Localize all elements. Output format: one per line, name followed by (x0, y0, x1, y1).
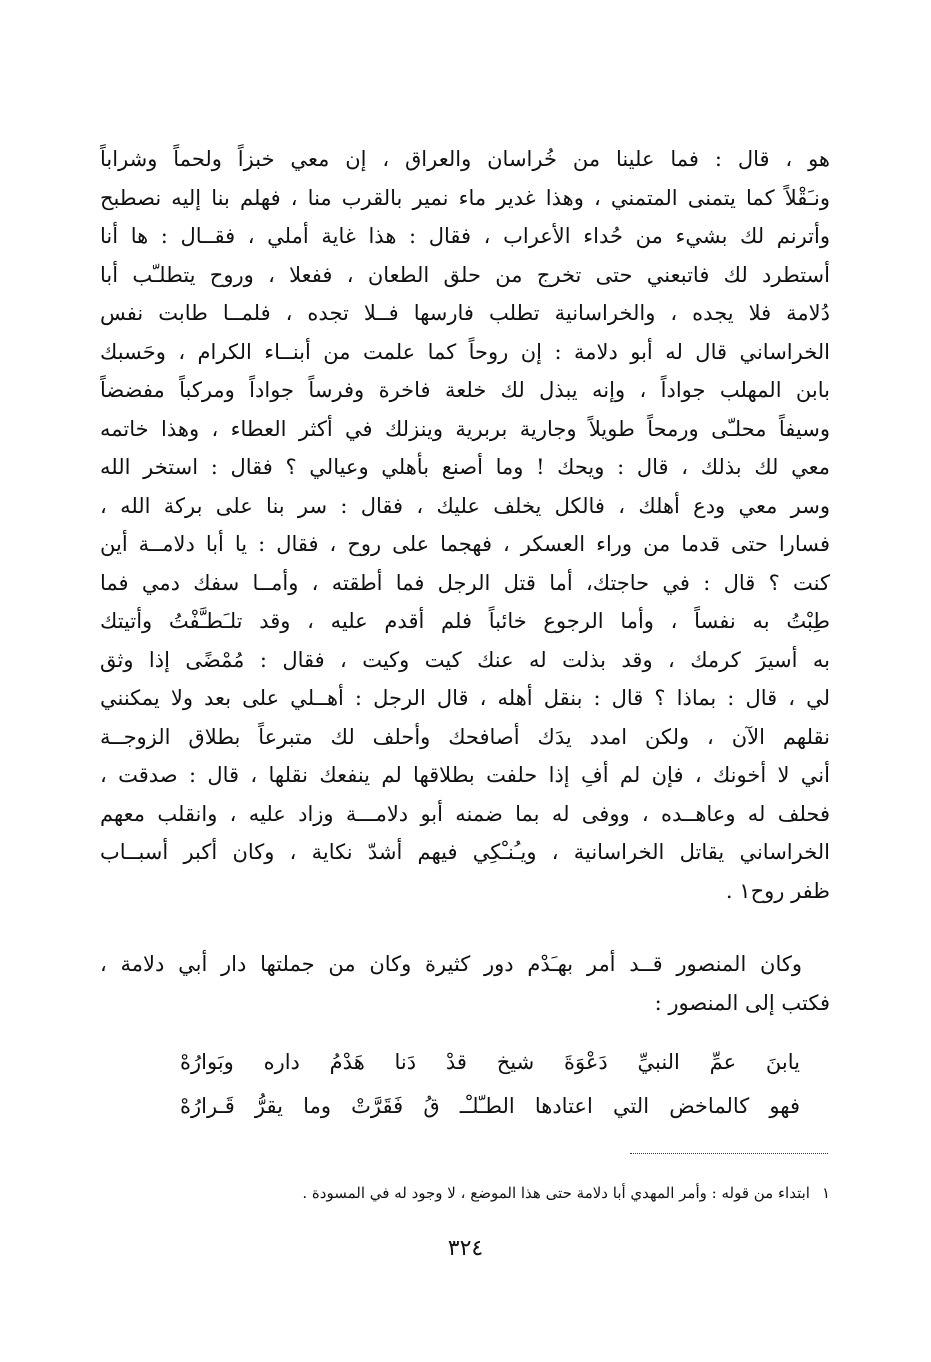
page-number: ٣٢٤ (447, 1236, 484, 1261)
text-line: لي ، قال : بماذا ؟ قال : بنقل أهله ، قال الرجل : أهــلي على بعد ولا يمكنني (100, 686, 830, 710)
text-line: نقلهم الآن ، ولكن امدد يدَك أصافحك وأحلف لك متبرعاً بطلاق الزوجــة (100, 724, 830, 749)
text-line: هو ، قال : فما علينا من خُراسان والعراق ، إن معي خبزاً ولحماً وشراباً (100, 147, 830, 171)
text-line: فسارا حتى قدما من وراء العسكر ، فهجما على روح ، فقال : يا أبا دلامــة أين (100, 532, 830, 556)
poem-verses (180, 1040, 800, 1128)
main-paragraph (100, 140, 830, 910)
second-paragraph (100, 945, 830, 1022)
text-line: وكان المنصور قــد أمر بهـَدْم دور كثيرة وكان من جملتها دار أبي دلامة ، (100, 952, 802, 976)
text-line: دُلامة فلا يجده ، والخراسانية تطلب فارسها فــلا تجده ، فلمــا طابت نفس (100, 301, 830, 325)
footnote-marker: ١ (821, 1184, 830, 1202)
poem-verse: يابنَ عمِّ النبيِّ دَعْوَةَ شيخ قدْ دَنا هَدْمُ داره وبَوارُهْ (180, 1050, 800, 1074)
text-line: وسر معي ودع أهلك ، فالكل يخلف عليك ، فقال : سر بنا على بركة الله ، (100, 493, 830, 518)
text-line: ونـَقْلاً كما يتمنى المتمني ، وهذا غدير ماء نمير بالقرب منا ، فهلم بنا إليه نصطبح (100, 185, 830, 210)
text-line: ظفر روح١ . (725, 878, 830, 903)
footnote (100, 1180, 830, 1206)
text-line: أني لا أخونك ، فإن لم أفِ إذا حلفت بطلاقها لم ينفعك نقلها ، قال : صدقت ، (100, 763, 830, 787)
text-line: الخراساني يقاتل الخراسانية ، ويـُنـْكِي فيهم أشدّ نكاية ، وكان أكبر أسبــاب (100, 840, 830, 864)
footnote-text: ابتداء من قوله : وأمر المهدي أبا دلامة حتى هذا الموضع ، لا وجود له في المسودة . (302, 1184, 810, 1202)
footnote-divider (630, 1153, 828, 1154)
text-line: وأترنم لك بشيء من حُداء الأعراب ، فقال : هذا غاية أملي ، فقــال : ها أنا (100, 224, 830, 248)
poem-verse: فهو كالماخض التي اعتادها الطـّلـْـ قُ فَقَرَّتْ وما يقرُّ قَـرارُهْ (180, 1094, 800, 1118)
text-line: أستطرد لك فاتبعني حتى تخرج من حلق الطعان ، ففعلا ، وروح يتطلـّب أبا (100, 262, 830, 287)
text-line: فحلف له وعاهــده ، ووفى له بما ضمنه أبو دلامـــة وزاد عليه ، وانقلب معهم (100, 801, 830, 826)
text-line: وسيفاً محلـّى ورمحاً طويلاً وجارية بربرية وينزلك في أكثر العطاء ، وهذا خاتمه (100, 416, 830, 441)
text-line: الخراساني قال له أبو دلامة : إن روحاً كما علمت من أبنــاء الكرام ، وحَسبك (100, 339, 830, 364)
text-line: فكتب إلى المنصور : (654, 990, 830, 1015)
text-line: طِبْتُ به نفساً ، وأما الرجوع خائباً فلم أقدم عليه ، وقد تلـَطـَّفْتُ وأتيتك (100, 609, 830, 633)
text-line: كنت ؟ قال : في حاجتك، أما قتل الرجل فما أطقته ، وأمــا سفك دمي فما (100, 570, 830, 595)
text-line: معي لك بذلك ، قال : ويحك ! وما أصنع بأهلي وعيالي ؟ فقال : استخر الله (100, 455, 830, 479)
text-line: به أسيرَ كرمك ، وقد بذلت له عنك كيت وكيت ، فقال : مُمْضًى إذا وثق (100, 647, 830, 672)
text-line: بابن المهلب جواداً ، وإنه يبذل لك خلعة فاخرة وفرساً جواداً ومركباً مفضضاً (100, 378, 830, 402)
